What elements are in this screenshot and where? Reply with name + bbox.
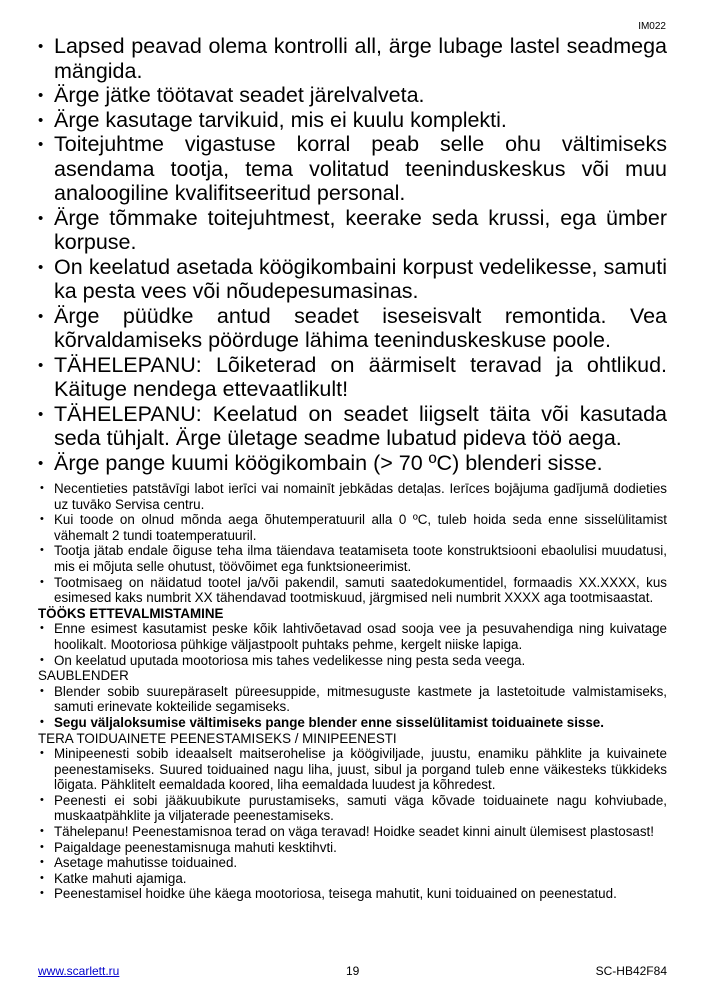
list-item: • Ärge kasutage tarvikuid, mis ei kuulu komplekti. [37,108,667,133]
website-link[interactable]: www.scarlett.ru [38,964,120,978]
list-item: • Toitejuhtme vigastuse korral peab selle ohu vältimiseks asendama tootja, tema volitatud teeninduskeskus või muu analoogiline kvalifitseeritud personal. [37,132,667,206]
list-item: • TÄHELEPANU: Keelatud on seadet liigselt täita või kasutada seda tühjalt. Ärge ületage seadme lubatud pideva töö aega. [37,402,667,451]
list-item: • Peenesti ei sobi jääkuubikute purustamiseks, samuti väga kõvade toiduainete nagu kohviubade, muskaatpähklite ja viljaterade peenestamiseks. [38,793,667,824]
list-item: • Paigaldage peenestamisnuga mahuti kesktihvti. [38,840,667,856]
page-footer [38,964,667,980]
list-item: • Tootja jätab endale õiguse teha ilma täiendava teatamiseta toote konstruktsiooni ebaolulisi muudatusi, mis ei mõjuta selle ohutust, töövõimet ega funktsioneerimist. [38,543,667,574]
list-item: • Ärge püüdke antud seadet iseseisvalt remontida. Vea kõrvaldamiseks pöörduge lähima teeninduskeskuse poole. [37,304,667,353]
list-item: • Tähelepanu! Peenestamisnoa terad on väga teravad! Hoidke seadet kinni ainult ülemisest plastosast! [38,824,667,840]
list-item: • Tootmisaeg on näidatud tootel ja/või pakendil, samuti saatedokumentidel, formaadis XX.XXXX, kus esimesed kaks numbrit XX tähendavad tootmiskuud, järgmised neli numbrit XXXX aga tootmisaastat. [38,575,667,606]
list-item: • Ärge tõmmake toitejuhtmest, keerake seda krussi, ega ümber korpuse. [37,206,667,255]
document-code: IM022 [638,21,666,32]
section-heading-blender: SAUBLENDER [38,668,129,684]
section-heading-prep: TÖÖKS ETTEVALMISTAMINE [38,605,224,621]
list-item-bold: • Segu väljaloksumise vältimiseks pange blender enne sisselülitamist toiduainete sisse. [38,715,667,731]
large-warnings-list [37,34,667,475]
list-item: • Enne esimest kasutamist peske kõik lahtivõetavad osad sooja vee ja pesuvahendiga ning kuivatage hoolikalt. Mootoriosa pühkige väljastpoolt puhtaks pehme, kergelt niiske lapiga. [38,621,667,652]
list-item: • Blender sobib suurepäraselt püreesuppide, mitmesuguste kastmete ja lastetoitude valmistamiseks, samuti erinevate kokteilide segamiseks. [38,684,667,715]
model-number: SC-HB42F84 [595,964,667,978]
list-item: • TÄHELEPANU: Lõiketerad on äärmiselt teravad ja ohtlikud. Käituge nendega ettevaatlikult! [37,353,667,402]
list-item: • Peenestamisel hoidke ühe käega mootoriosa, teisega mahutit, kuni toiduained on peenestatud. [38,886,667,902]
list-item: • Ärge jätke töötavat seadet järelvalveta. [37,83,667,108]
small-text-body [38,481,667,902]
list-item: • Minipeenesti sobib ideaalselt maitserohelise ja köögiviljade, juustu, enamiku pähklite ja kuivainete peenestamiseks. Suured toiduained nagu liha, juust, sibul ja porgand tuleb enne väikesteks tükkideks lõigata. Pähklitelt eemaldada koored, liha eemaldada luudest ja kõhredest. [38,746,667,793]
page-number: 19 [346,964,360,978]
list-item: • Lapsed peavad olema kontrolli all, ärge lubage lastel seadmega mängida. [37,34,667,83]
list-item: • On keelatud asetada köögikombaini korpust vedelikesse, samuti ka pesta vees või nõudepesumasinas. [37,255,667,304]
section-heading-chopper: TERA TOIDUAINETE PEENESTAMISEKS / MINIPEENESTI [38,730,397,746]
list-item: • Ärge pange kuumi köögikombain (> 70 ºC) blenderi sisse. [37,451,667,476]
list-item: • Katke mahuti ajamiga. [38,871,667,887]
list-item: • On keelatud uputada mootoriosa mis tahes vedelikesse ning pesta seda veega. [38,653,667,669]
list-item: • Necentieties patstāvīgi labot ierīci vai nomainīt jebkādas detaļas. Ierīces bojājuma gadījumā dodieties uz tuvāko Servisa centru. [38,481,667,512]
list-item: • Asetage mahutisse toiduained. [38,855,667,871]
list-item: • Kui toode on olnud mõnda aega õhutemperatuuril alla 0 ºC, tuleb hoida seda enne sisselülitamist vähemalt 2 tundi toatemperatuuril. [38,512,667,543]
